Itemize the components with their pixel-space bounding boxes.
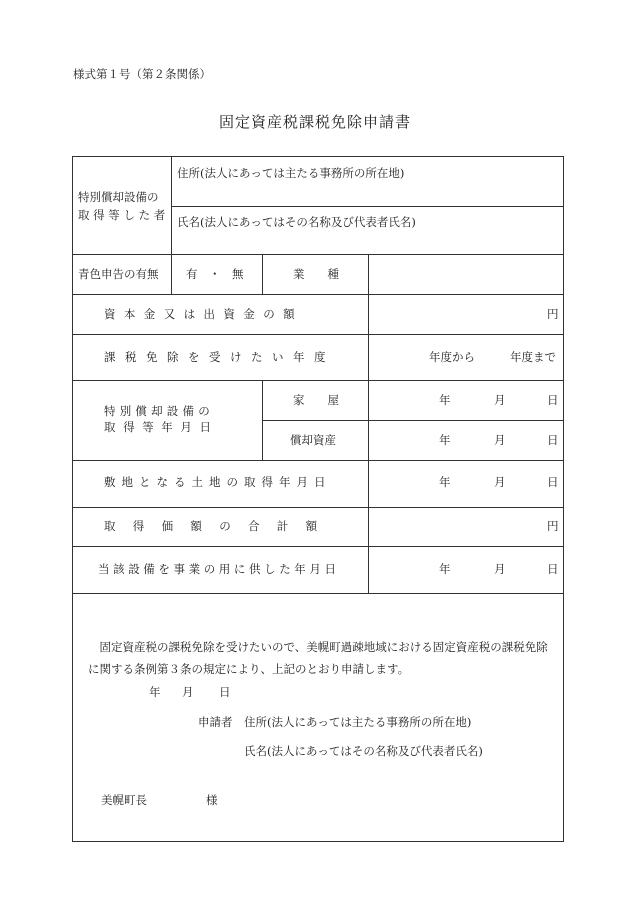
date-year: 年 [439,433,451,447]
blue-return-choice: 有 ・ 無 [186,267,244,281]
row-divider [72,254,564,255]
exemption-year-label: 課税免除を受けたい年度 [104,350,335,364]
row-divider [72,593,564,594]
row-divider [72,294,564,295]
row-divider [72,334,564,335]
application-date-day: 日 [219,685,231,699]
date-day: 日 [547,393,559,407]
total-price-label: 取得価額の合計額 [104,519,335,533]
date-year: 年 [439,393,451,407]
row-divider [72,546,564,547]
honorific: 様 [206,793,218,807]
applicant-name-label: 氏名(法人にあってはその名称及び代表者氏名) [244,744,483,758]
address-field-label: 住所(法人にあっては主たる事務所の所在地) [177,166,405,180]
applicant-label: 申請者 [198,715,233,729]
column-divider [262,254,263,294]
land-acquisition-label: 敷地となる土地の取得年月日 [104,475,332,489]
row-divider [171,206,564,207]
owner-label: 特別償却設備の [78,190,159,204]
acquisition-date-label: 取得等年月日 [104,420,219,434]
row-divider [72,507,564,508]
yen-unit: 円 [547,519,559,533]
capital-label: 資本金又は出資金の額 [104,307,303,321]
date-month: 月 [494,475,506,489]
date-day: 日 [547,562,559,576]
application-form-frame [72,156,564,842]
date-year: 年 [439,562,451,576]
date-day: 日 [547,475,559,489]
blue-return-label: 青色申告の有無 [78,267,159,281]
industry-label: 業 種 [293,267,339,281]
column-divider [171,156,172,294]
depreciable-assets-label: 償却資産 [290,433,336,447]
year-from-label: 年度から [429,350,475,364]
row-divider [72,380,564,381]
date-month: 月 [494,393,506,407]
column-divider [262,380,263,460]
name-field-label: 氏名(法人にあってはその名称及び代表者氏名) [177,215,416,229]
yen-unit: 円 [547,307,559,321]
document-title: 固定資産税課税免除申請書 [218,113,411,131]
house-label: 家 屋 [293,393,339,407]
date-year: 年 [439,475,451,489]
date-day: 日 [547,433,559,447]
application-date-year: 年 [149,685,161,699]
declaration-text: 固定資産税の課税免除を受けたいので、美幌町過疎地域における固定資産税の課税免除に関する条例第３条の規定により、上記のとおり申請します。 [88,640,548,676]
row-divider [72,460,564,461]
application-date-month: 月 [182,685,194,699]
form-number: 様式第１号（第２条関係） [73,67,211,81]
acquisition-date-label: 特別償却設備の [104,404,214,418]
addressee: 美幌町長 [101,793,147,807]
column-divider [368,254,369,593]
row-divider [262,420,564,421]
date-month: 月 [494,562,506,576]
applicant-address-label: 住所(法人にあっては主たる事務所の所在地) [244,715,472,729]
date-month: 月 [494,433,506,447]
business-use-date-label: 当該設備を事業の用に供した年月日 [98,562,340,576]
owner-label: 取 得 等 し た 者 [78,208,166,222]
year-to-label: 年度まで [510,350,556,364]
